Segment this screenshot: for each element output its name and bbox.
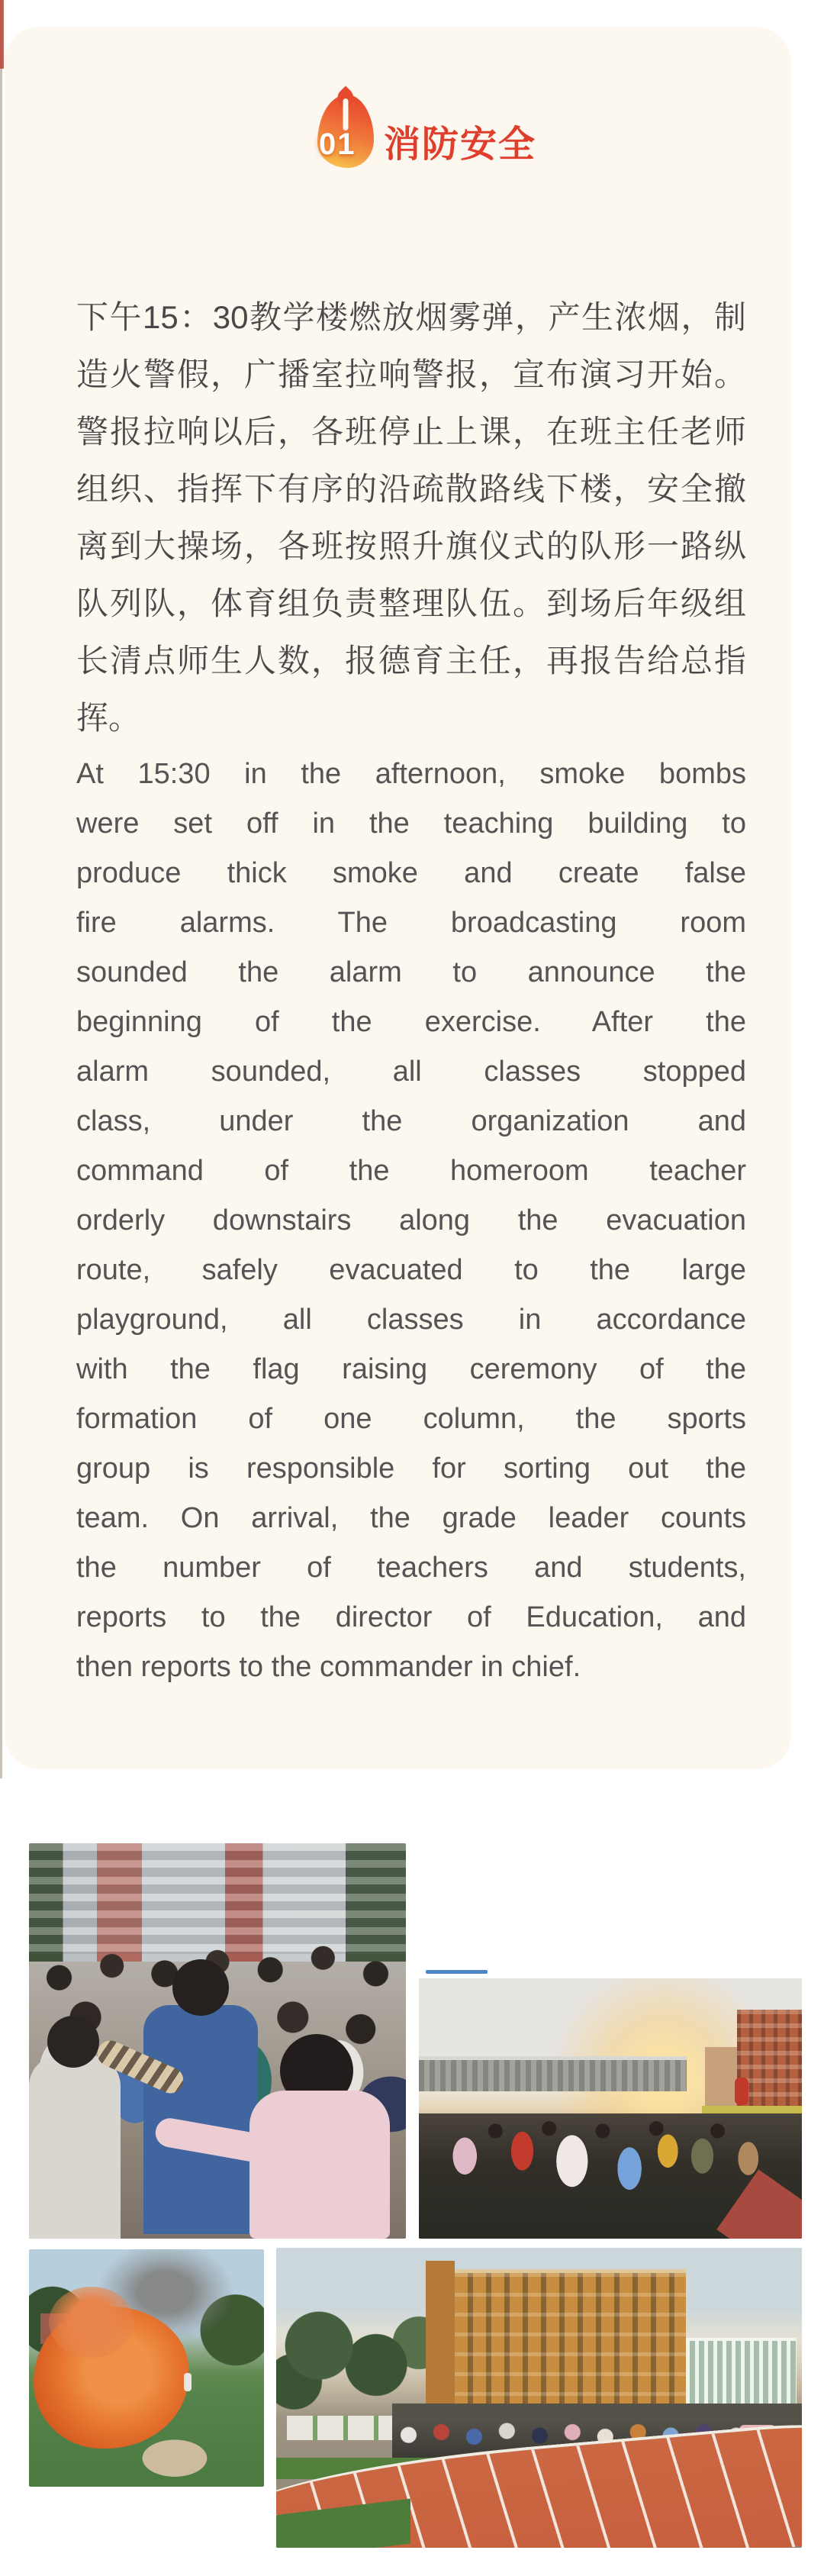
text-line: 造火警假，广播室拉响警报，宣布演习开始。 [76,356,746,392]
text-line: 警报拉响以后，各班停止上课，在班主任老师 [76,414,746,450]
orange-smoke-plume [34,2307,188,2449]
text-line: 长清点师生人数，报德育主任，再报告给总指 [76,643,746,679]
text-line: reports to the director of Education, and [76,1601,746,1633]
text-line: the number of teachers and students, [76,1552,746,1584]
text-line: with the flag raising ceremony of the [76,1353,746,1385]
text-line: fire alarms. The broadcasting room [76,907,746,939]
student-white-hoodie [29,2055,121,2239]
text-line: sounded the alarm to announce the [76,956,746,988]
text-line: group is responsible for sorting out the [76,1452,746,1485]
text-line: class, under the organization and [76,1105,746,1137]
text-line: At 15:30 in the afternoon, smoke bombs [76,758,746,790]
pink-jacket-body [249,2091,390,2239]
person-in-red [735,2078,748,2105]
tan-teaching-building [449,2269,686,2417]
text-line: 队列队，体育组负责整理队伍。到场后年级组 [76,585,746,621]
text-line: command of the homeroom teacher [76,1155,746,1187]
blue-divider-line [426,1970,488,1974]
greenhouse-structure [686,2338,797,2407]
text-line: 组织、指挥下有序的沿疏散路线下楼，安全撤 [76,471,746,507]
flame-slit [343,98,349,131]
photo-crowd-closeup[interactable] [29,1843,406,2239]
photo-track-assembly[interactable] [276,2248,802,2548]
canopy-structure [419,2056,687,2091]
photo-smoke-bomb[interactable] [29,2249,264,2487]
left-edge-line [0,0,2,1778]
paragraph-chinese [76,289,746,746]
text-line: alarm sounded, all classes stopped [76,1056,746,1088]
text-line: team. On arrival, the grade leader counts [76,1502,746,1534]
section-number: 01 [319,127,356,161]
paragraph-english [76,750,746,1692]
text-line: then reports to the commander in chief. [76,1651,581,1683]
text-line: formation of one column, the sports [76,1403,746,1435]
text-line: playground, all classes in accordance [76,1304,746,1336]
text-line: orderly downstairs along the evacuation [76,1204,746,1236]
text-line: 挥。 [76,700,141,736]
text-line: route, safely evacuated to the large [76,1254,746,1286]
text-line: produce thick smoke and create false [76,857,746,889]
left-edge-red-accent [0,0,4,69]
text-line: 下午15：30教学楼燃放烟雾弹，产生浓烟，制 [76,299,746,335]
text-line: beginning of the exercise. After the [76,1006,746,1038]
photo-playground-dusk[interactable] [419,1978,802,2239]
distant-person [184,2373,192,2391]
section-title: 消防安全 [384,124,537,165]
text-line: 离到大操场，各班按照升旗仪式的队形一路纵 [76,528,746,564]
text-line: were set off in the teaching building to [76,808,746,840]
student-pink-jacket [237,2034,401,2239]
